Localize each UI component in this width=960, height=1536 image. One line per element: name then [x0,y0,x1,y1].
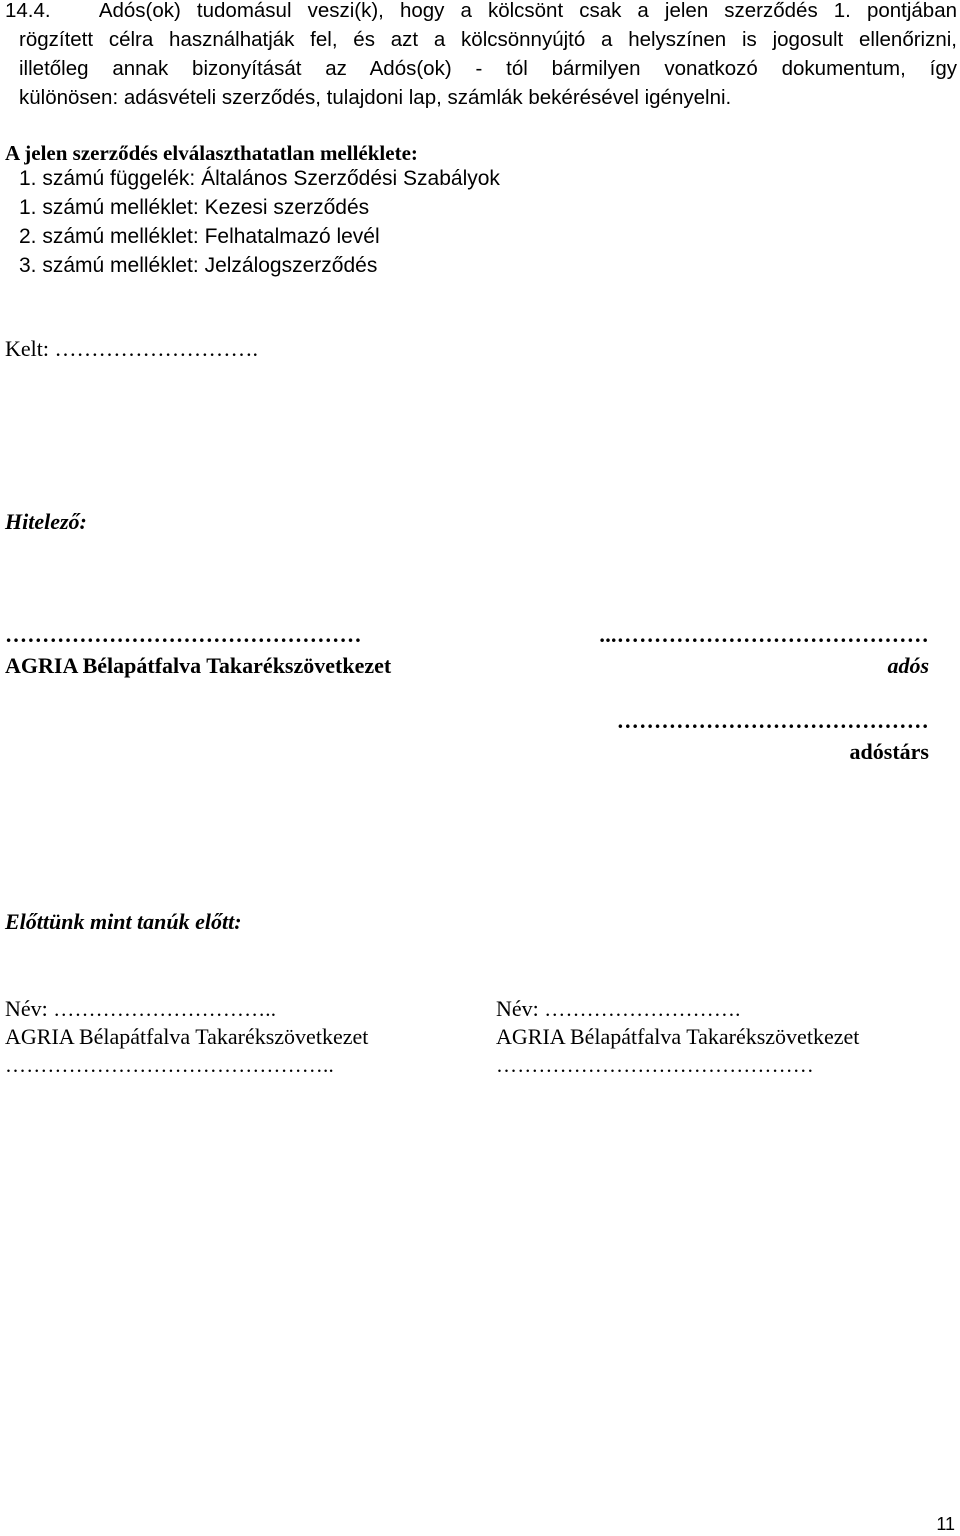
clause-line-2: rögzített célra használhatják fel, és azt a kölcsönnyújtó a helyszínen is jogosult ellenőrizni, [19,28,957,51]
date-dots: ………………………. [54,336,258,361]
annex-item: 2. számú melléklet: Felhatalmazó levél [19,225,380,248]
clause-line-3: illetőleg annak bizonyítását az Adós(ok) - tól bármilyen vonatkozó dokumentum, így [19,57,957,80]
date-label: Kelt: [5,336,49,361]
annex-item: 3. számú melléklet: Jelzálogszerződés [19,254,378,277]
witness-left-name-label: Név: [5,996,54,1021]
witness-left-name-dots: ………………………….. [53,997,277,1021]
creditor-name: AGRIA Bélapátfalva Takarékszövetkezet [5,653,392,678]
witness-left-org: AGRIA Bélapátfalva Takarékszövetkezet [5,1024,369,1049]
annex-item: 1. számú függelék: Általános Szerződési Szabályok [19,167,500,190]
clause-line-4: különösen: adásvételi szerződés, tulajdoni lap, számlák bekérésével igényelni. [19,86,732,109]
clause-14-4 [5,0,957,112]
clause-line-1 [5,0,957,25]
clause-text-1: Adós(ok) tudomásul veszi(k), hogy a kölcsönt csak a jelen szerződés 1. pontjában [98,0,958,22]
annex-item: 1. számú melléklet: Kezesi szerződés [19,196,370,219]
debtor-label: adós [887,653,929,678]
codebtor-signature-line: …………………………………… [616,708,929,733]
witness-right-org: AGRIA Bélapátfalva Takarékszövetkezet [496,1024,860,1049]
page-number: 11 [936,1514,955,1534]
codebtor-label: adóstárs [849,739,929,764]
creditor-signature-line: ………………………………………… [5,622,362,647]
witness-right-name-line [496,996,741,1022]
witness-left-signature-line: ……………………………………….. [5,1053,334,1077]
debtor-signature-line: ...…………………………………… [599,622,929,647]
witness-right-name-label: Név: [496,996,545,1021]
creditor-heading: Hitelező: [5,509,87,534]
witness-right-signature-line: ……………………………………… [496,1053,814,1077]
date-line [5,336,258,362]
witness-right-name-dots: ………………………. [544,997,741,1021]
witnesses-heading: Előttünk mint tanúk előtt: [5,909,242,934]
annex-heading: A jelen szerződés elválaszthatatlan melléklete: [5,141,418,165]
clause-number: 14.4. [5,0,51,22]
witness-left-name-line [5,996,276,1022]
